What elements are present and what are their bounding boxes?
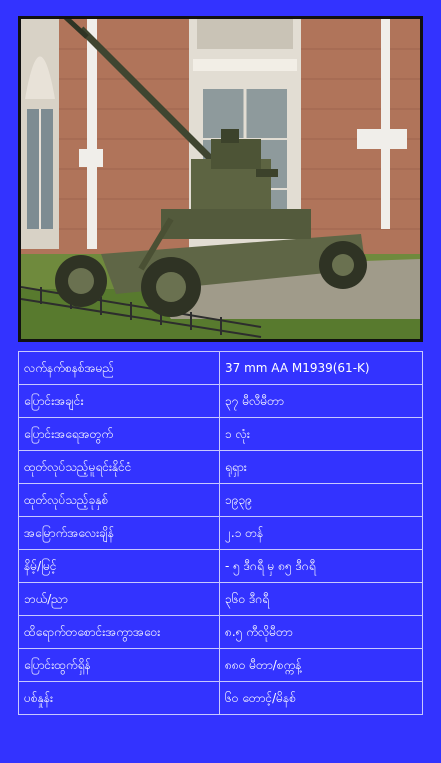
table-row [19, 352, 423, 385]
table-row [19, 418, 423, 451]
spec-value: ၂.၁ တန် [220, 517, 423, 550]
specifications-table [18, 351, 423, 715]
spec-value: ၆၀ တောင့်/မိနစ် [220, 682, 423, 715]
spec-label: နိမ့်/မြင့် [19, 550, 220, 583]
table-row [19, 385, 423, 418]
spec-value: ၁ လုံး [220, 418, 423, 451]
spec-label: လက်နက်စနစ်အမည် [19, 352, 220, 385]
table-row [19, 649, 423, 682]
anti-aircraft-gun-image [21, 19, 420, 339]
table-row [19, 517, 423, 550]
spec-value: - ၅ ဒီဂရီ မှ ၈၅ ဒီဂရီ [220, 550, 423, 583]
spec-value: ၁၉၃၉ [220, 484, 423, 517]
spec-value: ရုရှား [220, 451, 423, 484]
table-row [19, 484, 423, 517]
spec-label: ပြောင်းထွက်ရှိန် [19, 649, 220, 682]
table-row [19, 451, 423, 484]
spec-label: ထိရောက်တစောင်းအကွာအဝေး [19, 616, 220, 649]
spec-label: အမြောက်အလေးချိန် [19, 517, 220, 550]
spec-label: ဘယ်/ညာ [19, 583, 220, 616]
table-row [19, 682, 423, 715]
table-row [19, 550, 423, 583]
spec-label: ထုတ်လုပ်သည့်မူရင်းနိုင်ငံ [19, 451, 220, 484]
spec-value: 37 mm AA M1939(61-K) [220, 352, 423, 385]
spec-label: ပစ်နှုန်း [19, 682, 220, 715]
spec-value: ၃၇ မီလီမီတာ [220, 385, 423, 418]
table-row [19, 583, 423, 616]
spec-value: ၈၈၀ မီတာ/စက္ကန့် [220, 649, 423, 682]
spec-label: ထုတ်လုပ်သည့်ခုနှစ် [19, 484, 220, 517]
table-row [19, 616, 423, 649]
spec-label: ပြောင်းအချင်း [19, 385, 220, 418]
gun-photo [18, 16, 423, 342]
spec-value: ၃၆၀ ဒီဂရီ [220, 583, 423, 616]
spec-label: ပြောင်းအရေအတွက် [19, 418, 220, 451]
spec-value: ၈.၅ ကီလိုမီတာ [220, 616, 423, 649]
